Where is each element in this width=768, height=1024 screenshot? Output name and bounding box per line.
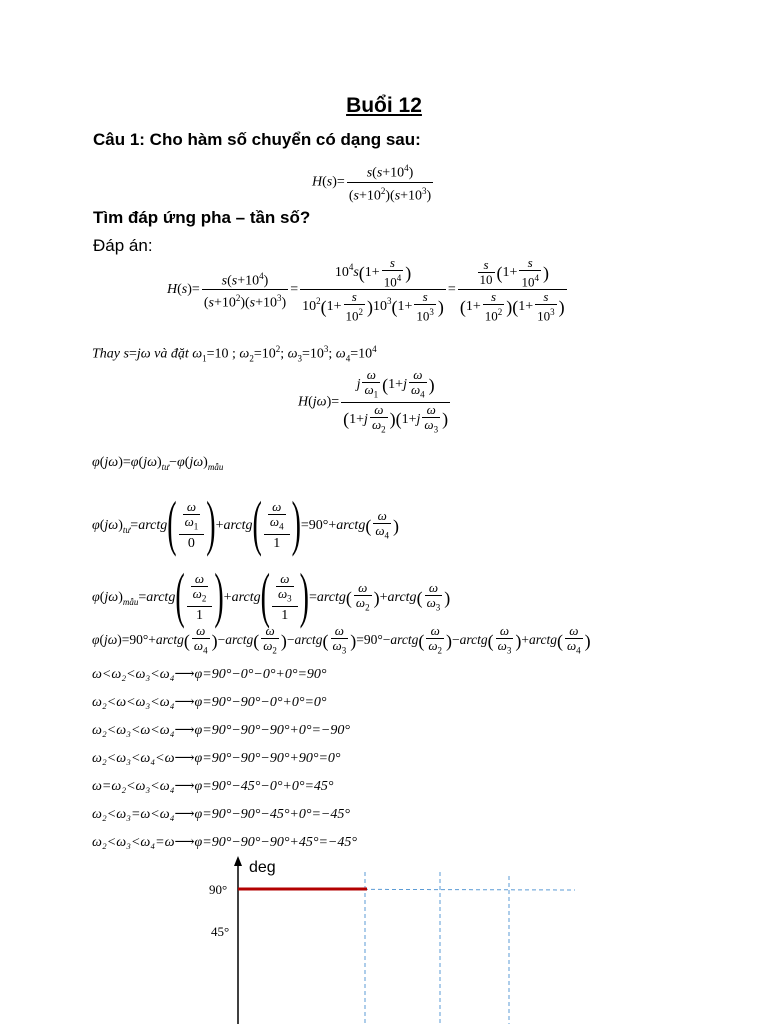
expanded-transfer-function: H(s)= $\frac{s(s+10^4)}{(s+10^2)(s+10^3)}$ = $10^4s(1+$ $\frac{s}{10^4}$ ) $10^2(1+$ $\frac{s}{10^2}$ )$10^3(1+$ $\frac{s}{10^3}$ ) = $\frac{s}{10}$ (1+ $\frac{s}{10^4}$ ) (1+ $\frac{s}{10^2}$ )(1+ $\frac{s}{10^3}$ ) [167,255,565,324]
total-phase-equation: φ(jω)=90°+arctg( $\frac{\omega}{\omega_4}$ )−arctg( $\frac{\omega}{\omega_2}$ )−arctg( $\frac{\omega}{\omega_3}$ )=90°−arctg( $\frac{\omega}{\omega_2}$ )−arctg( $\frac{\omega}{\omega_3}$ )+arctg( $\frac{\omega}{\omega_4}$ ) [92,623,591,656]
page-title: Buổi 12 [346,94,422,117]
transfer-function-equation: H(s)= $\frac{s(s+10^4)}{(s+10^2)(s+10^3)}$ [312,160,435,204]
question-heading: Câu 1: Cho hàm số chuyển có dạng sau: [93,130,421,149]
y-tick-label-90: 90° [209,882,228,897]
case-line: ω₂<ω₃<ω₄=ω⟶φ=90°−90°−90°+45°=−45° [92,835,357,850]
denominator-phase-equation: $\varphi(j\omega)_{mẫu}=arctg$( $\frac{\frac{\omega}{\omega_2}}{1}$ )+arctg( $\frac{\frac{\omega}{\omega_3}}{1}$ )=arctg( $\frac{\omega}{\omega_2}$ )+arctg( $\frac{\omega}{\omega_3}$ ) [92,562,451,631]
case-line: ω₂<ω<ω₃<ω₄⟶φ=90°−90°−0°+0°=0° [92,695,327,710]
case-line: ω₂<ω₃=ω<ω₄⟶φ=90°−90°−45°+0°=−45° [92,807,350,822]
case-line: ω=ω₂<ω₃<ω₄⟶φ=90°−45°−0°+0°=45° [92,779,334,794]
numerator-phase-equation: $\varphi(j\omega)_{tư}=arctg$( $\frac{\frac{\omega}{\omega_1}}{0}$ )+arctg( $\frac{\frac{\omega}{\omega_4}}{1}$ )=90°+arctg( $\frac{\omega}{\omega_4}$ ) [92,490,400,559]
case-line: ω₂<ω₃<ω<ω₄⟶φ=90°−90°−90°+0°=−90° [92,723,350,738]
y-tick-label-45: 45° [211,924,230,939]
task-heading: Tìm đáp ứng pha – tần số? [93,208,311,227]
phase-response-chart [195,850,585,1024]
substitution-line: Thay s=jω và đặt $\omega_1=10$ ; $\omega_2=10^2$; $\omega_3=10^3$; $\omega_4=10^4$ [92,344,377,364]
case-line: ω₂<ω₃<ω₄<ω⟶φ=90°−90°−90°+90°=0° [92,751,341,766]
frequency-response-equation: H(jω)= j $\frac{\omega}{\omega_1}$ (1+j $\frac{\omega}{\omega_4}$ ) (1+j $\frac{\omega}{\omega_2}$ )(1+j $\frac{\omega}{\omega_3}$ ) [298,367,449,435]
answer-label: Đáp án: [93,236,153,255]
y-axis-arrow [234,856,242,866]
phase-split-equation: $\varphi(j\omega)=\varphi(j\omega)_{tư}-\varphi(j\omega)_{mẫu}$ [92,455,224,472]
y-axis-label: deg [249,859,276,876]
case-line: ω<ω₂<ω₃<ω₄⟶φ=90°−0°−0°+0°=90° [92,667,327,682]
